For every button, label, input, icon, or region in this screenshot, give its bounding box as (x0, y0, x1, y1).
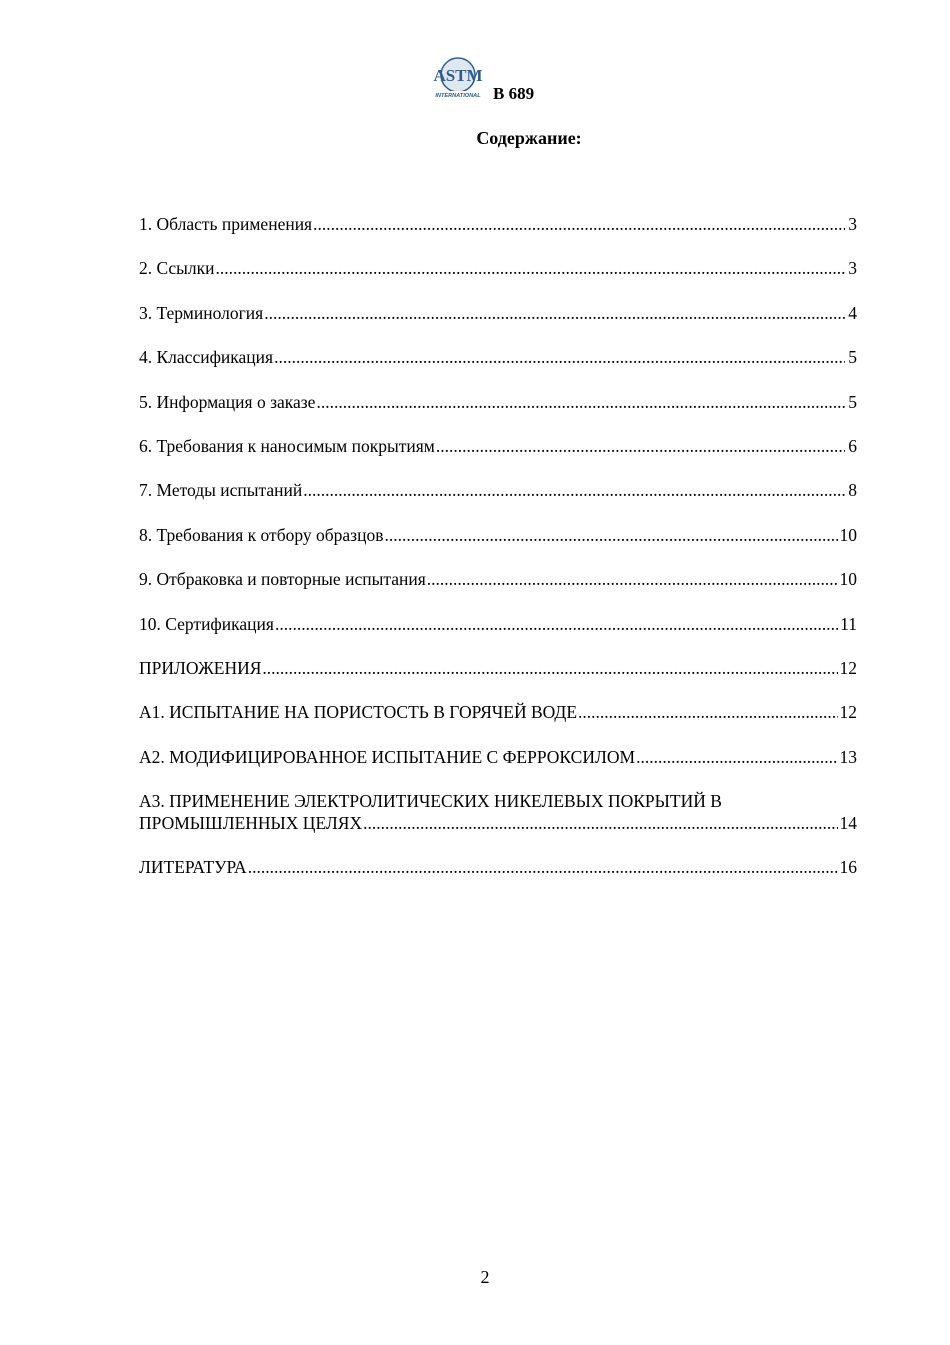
dot-leader (264, 302, 845, 324)
toc-entry[interactable] (139, 302, 857, 324)
dot-leader (427, 568, 838, 590)
toc-entry-title: А2. МОДИФИЦИРОВАННОЕ ИСПЫТАНИЕ С ФЕРРОКСИЛОМ (139, 746, 636, 767)
toc-entry-page: 10 (839, 524, 857, 545)
toc-entry[interactable] (139, 856, 857, 878)
toc-entry-page: 4 (848, 302, 857, 323)
dot-leader (316, 391, 845, 413)
toc-entry-page: 12 (839, 702, 857, 723)
dot-leader (313, 213, 845, 235)
dot-leader (216, 257, 845, 279)
toc-entry-title: 10. Сертификация (139, 613, 274, 634)
toc-entry-page: 14 (839, 813, 857, 834)
toc-entry[interactable] (139, 213, 857, 235)
dot-leader (578, 701, 837, 723)
toc-entry-page: 8 (848, 480, 857, 501)
toc-entry[interactable] (139, 391, 857, 413)
dot-leader (303, 479, 845, 501)
toc-entry-title: А1. ИСПЫТАНИЕ НА ПОРИСТОСТЬ В ГОРЯЧЕЙ ВОДЕ (139, 702, 578, 723)
dot-leader (274, 346, 845, 368)
astm-logo-subtext: INTERNATIONAL (435, 93, 481, 99)
toc-entry[interactable] (139, 479, 857, 501)
astm-logo-letters: ASTM (433, 66, 483, 85)
toc-entry-title: 6. Требования к наносимым покрытиям (139, 435, 435, 456)
dot-leader (363, 812, 837, 834)
toc-entry[interactable] (139, 524, 857, 546)
toc-entry[interactable] (139, 613, 857, 635)
toc-entry-title: ПРИЛОЖЕНИЯ (139, 657, 262, 678)
toc-entry-page: 3 (848, 258, 857, 279)
dot-leader (636, 746, 837, 768)
toc-entry-title: 2. Ссылки (139, 258, 215, 279)
toc-entry[interactable] (139, 701, 857, 723)
toc-entry-page: 12 (839, 657, 857, 678)
dot-leader (275, 613, 838, 635)
toc-entry[interactable] (139, 435, 857, 457)
toc-entry-title: 1. Область применения (139, 214, 313, 234)
toc-entry-title: 5. Информация о заказе (139, 391, 316, 412)
toc-entry-page: 3 (848, 214, 857, 234)
toc-entry-title: ЛИТЕРАТУРА (139, 857, 247, 878)
toc-entry-page: 10 (839, 569, 857, 590)
toc-entry[interactable] (139, 346, 857, 368)
toc-entry-title: 4. Классификация (139, 347, 274, 368)
toc-entry-page: 11 (840, 613, 857, 634)
toc-title: Содержание: (476, 128, 582, 148)
toc-entry-title: 9. Отбраковка и повторные испытания (139, 569, 426, 590)
astm-logo (432, 56, 484, 102)
toc-entry-title: 8. Требования к отбору образцов (139, 524, 384, 545)
toc-entry-title: 3. Терминология (139, 302, 264, 323)
toc-entry-page: 13 (839, 746, 857, 767)
table-of-contents (139, 213, 857, 901)
toc-entry-title-line2: ПРОМЫШЛЕННЫХ ЦЕЛЯХ (139, 813, 363, 834)
dot-leader (436, 435, 845, 457)
toc-entry-page: 6 (848, 435, 857, 456)
toc-entry-page: 5 (848, 391, 857, 412)
page-number: 2 (480, 1267, 490, 1287)
dot-leader (262, 657, 837, 679)
toc-entry[interactable] (139, 746, 857, 768)
toc-entry[interactable] (139, 657, 857, 679)
dot-leader (248, 856, 838, 878)
dot-leader (384, 524, 837, 546)
document-designation: B 689 (493, 84, 535, 103)
page-header (0, 56, 950, 102)
toc-entry[interactable] (139, 790, 857, 834)
toc-entry[interactable] (139, 568, 857, 590)
toc-entry[interactable] (139, 257, 857, 279)
toc-entry-title: 7. Методы испытаний (139, 480, 303, 501)
toc-entry-page: 5 (848, 347, 857, 368)
toc-entry-title-line1: А3. ПРИМЕНЕНИЕ ЭЛЕКТРОЛИТИЧЕСКИХ НИКЕЛЕВЫХ ПОКРЫТИЙ В (139, 791, 722, 812)
toc-entry-page: 16 (839, 857, 857, 878)
astm-logo-graphic (432, 56, 484, 102)
